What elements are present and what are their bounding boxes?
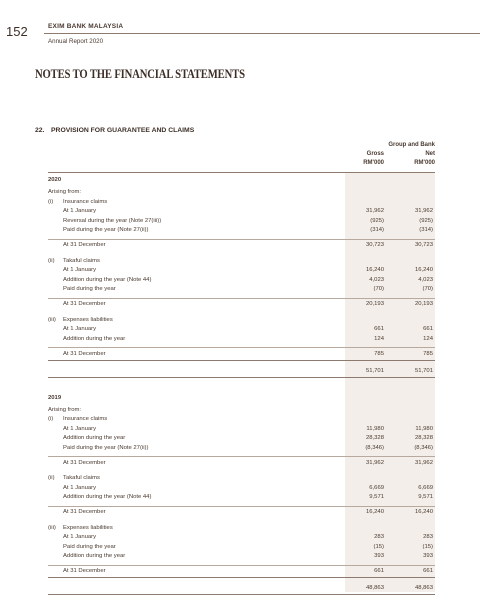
- gross-value: 124: [374, 335, 384, 342]
- net-value: 9,571: [418, 494, 433, 500]
- table-row: [0, 524, 480, 532]
- net-value: 51,701: [414, 367, 433, 374]
- row-label: Paid during the year: [63, 543, 116, 550]
- gross-value: 31,962: [365, 459, 384, 466]
- row-label: Takaful claims: [63, 475, 100, 481]
- row-label: At 1 January: [63, 425, 97, 432]
- row-marker: (iii): [48, 524, 56, 531]
- subtotal-rule: [48, 298, 435, 299]
- subtotal-rule: [48, 456, 435, 457]
- gross-value: 48,863: [365, 585, 384, 591]
- grand-total-bottom-rule: [48, 594, 435, 595]
- gross-value: 283: [374, 534, 384, 540]
- table-row: [0, 257, 480, 265]
- row-label: At 1 January: [63, 267, 97, 273]
- row-label: At 1 January: [63, 534, 97, 540]
- header-divider: [44, 33, 480, 34]
- table-row: [0, 285, 480, 293]
- net-value: 785: [423, 350, 433, 357]
- row-label: Addition during the year: [63, 335, 126, 342]
- table-row: [0, 533, 480, 541]
- net-value: 31,962: [414, 459, 433, 466]
- row-label: Expenses liabilities: [63, 316, 113, 323]
- gross-value: 393: [374, 553, 384, 559]
- row-label: Paid during the year (Note 27(ii)): [63, 444, 149, 451]
- gross-value: (925): [370, 217, 384, 224]
- table-row: [0, 266, 480, 274]
- net-value: 48,863: [414, 585, 433, 591]
- row-marker: (i): [48, 198, 54, 205]
- grand-total-row: [0, 584, 480, 592]
- net-value: 124: [423, 335, 433, 342]
- note-title: PROVISION FOR GUARANTEE AND CLAIMS: [51, 127, 195, 134]
- bank-name: EXIM BANK MALAYSIA: [48, 23, 124, 30]
- net-value: 31,962: [414, 208, 433, 214]
- net-value: 661: [423, 568, 433, 574]
- net-value: 16,240: [414, 267, 433, 273]
- row-label: Addition during the year: [63, 553, 126, 559]
- table-row: [0, 484, 480, 492]
- page-number: 152: [6, 24, 28, 39]
- row-marker: (ii): [48, 257, 55, 264]
- column-group-label: Group and Bank: [388, 142, 435, 148]
- net-value: 20,193: [414, 301, 433, 307]
- table-row: [0, 335, 480, 343]
- grand-total-row: [0, 367, 480, 375]
- gross-unit: RM'000: [363, 159, 384, 166]
- gross-value: 16,240: [365, 267, 384, 273]
- row-label: At 1 January: [63, 484, 97, 491]
- header-rule: [48, 172, 435, 173]
- net-value: 4,023: [418, 276, 433, 283]
- subtotal-rule: [48, 347, 435, 348]
- row-label: Addition during the year (Note 44): [63, 494, 152, 500]
- row-label: At 1 January: [63, 208, 97, 214]
- table-row: [0, 325, 480, 333]
- row-label: Reversal during the year (Note 27(iii)): [63, 217, 162, 224]
- gross-value: 661: [374, 326, 384, 332]
- net-label: Net: [425, 151, 435, 157]
- row-marker: (ii): [48, 475, 55, 481]
- gross-value: 785: [374, 350, 384, 357]
- gross-column-header: [344, 150, 384, 167]
- net-unit: RM'000: [414, 159, 435, 166]
- table-row: [0, 543, 480, 551]
- row-label: Paid during the year (Note 27(ii)): [63, 227, 149, 233]
- gross-value: (70): [373, 286, 384, 292]
- gross-value: 9,571: [369, 494, 384, 500]
- row-label: Expenses liabilities: [63, 524, 113, 531]
- net-value: (8,346): [414, 444, 433, 451]
- net-value: 11,980: [415, 425, 433, 432]
- table-row: [0, 567, 480, 575]
- net-value: (70): [422, 286, 433, 292]
- row-label: Paid during the year: [63, 286, 116, 292]
- table-row: [0, 444, 480, 452]
- table-row: [0, 474, 480, 482]
- net-value: (925): [419, 217, 433, 224]
- row-marker: (iii): [48, 316, 56, 323]
- table-row: [0, 217, 480, 225]
- table-row: [0, 406, 480, 414]
- gross-value: 28,328: [365, 435, 384, 441]
- table-row: [0, 300, 480, 308]
- report-name: Annual Report 2020: [48, 38, 104, 45]
- gross-value: (15): [373, 543, 384, 550]
- gross-value: 6,669: [369, 484, 384, 491]
- row-label: Addition during the year: [63, 435, 126, 441]
- table-row: [0, 241, 480, 249]
- net-value: 393: [423, 553, 433, 559]
- grand-total-rule: [48, 360, 435, 361]
- gross-value: 31,962: [365, 208, 384, 214]
- row-label: 2020: [48, 177, 62, 183]
- row-label: At 31 December: [63, 242, 106, 248]
- grand-total-rule: [48, 577, 435, 578]
- table-row: [0, 552, 480, 560]
- net-column-header: [395, 150, 435, 167]
- note-number: 22.: [35, 127, 45, 134]
- table-row: [0, 415, 480, 423]
- net-value: (314): [419, 227, 433, 233]
- year-heading: [0, 176, 480, 184]
- table-row: [0, 316, 480, 324]
- table-row: [0, 276, 480, 284]
- row-label: At 31 December: [63, 509, 106, 515]
- row-label: At 31 December: [63, 350, 106, 357]
- net-value: 30,723: [414, 242, 433, 248]
- table-row: [0, 508, 480, 516]
- row-label: At 31 December: [63, 301, 106, 307]
- table-row: [0, 207, 480, 215]
- row-label: At 1 January: [63, 326, 97, 332]
- table-row: [0, 459, 480, 467]
- net-value: 6,669: [418, 484, 433, 491]
- row-label: At 31 December: [63, 568, 106, 574]
- net-value: 283: [423, 534, 433, 540]
- gross-label: Gross: [366, 151, 384, 157]
- section-title: NOTES TO THE FINANCIAL STATEMENTS: [35, 66, 245, 81]
- row-label: At 31 December: [63, 459, 106, 466]
- table-row: [0, 425, 480, 433]
- table-row: [0, 198, 480, 206]
- net-value: 28,328: [414, 435, 433, 441]
- gross-value: (8,346): [365, 444, 384, 451]
- table-row: [0, 226, 480, 234]
- grand-total-bottom-rule: [48, 377, 435, 378]
- gross-value: 16,240: [365, 509, 384, 515]
- row-marker: (i): [48, 416, 54, 422]
- year-heading: [0, 394, 480, 402]
- row-label: Insurance claims: [63, 416, 108, 422]
- gross-value: 30,723: [365, 242, 384, 248]
- gross-value: 11,980: [366, 425, 384, 432]
- gross-value: 4,023: [369, 276, 384, 283]
- row-label: Arising from:: [48, 406, 82, 413]
- row-label: Takaful claims: [63, 257, 100, 264]
- row-label: Arising from:: [48, 189, 82, 195]
- subtotal-rule: [48, 506, 435, 507]
- table-row: [0, 350, 480, 358]
- gross-value: 20,193: [365, 301, 384, 307]
- row-label: Addition during the year (Note 44): [63, 276, 152, 283]
- net-value: (15): [422, 543, 433, 550]
- row-label: Insurance claims: [63, 198, 108, 205]
- gross-value: 661: [374, 568, 384, 574]
- row-label: 2019: [48, 394, 62, 401]
- net-value: 16,240: [414, 509, 433, 515]
- table-row: [0, 434, 480, 442]
- net-value: 661: [423, 326, 433, 332]
- table-row: [0, 493, 480, 501]
- table-row: [0, 188, 480, 196]
- subtotal-rule: [48, 239, 435, 240]
- gross-value: (314): [370, 227, 384, 233]
- subtotal-rule: [48, 565, 435, 566]
- gross-value: 51,701: [365, 367, 384, 374]
